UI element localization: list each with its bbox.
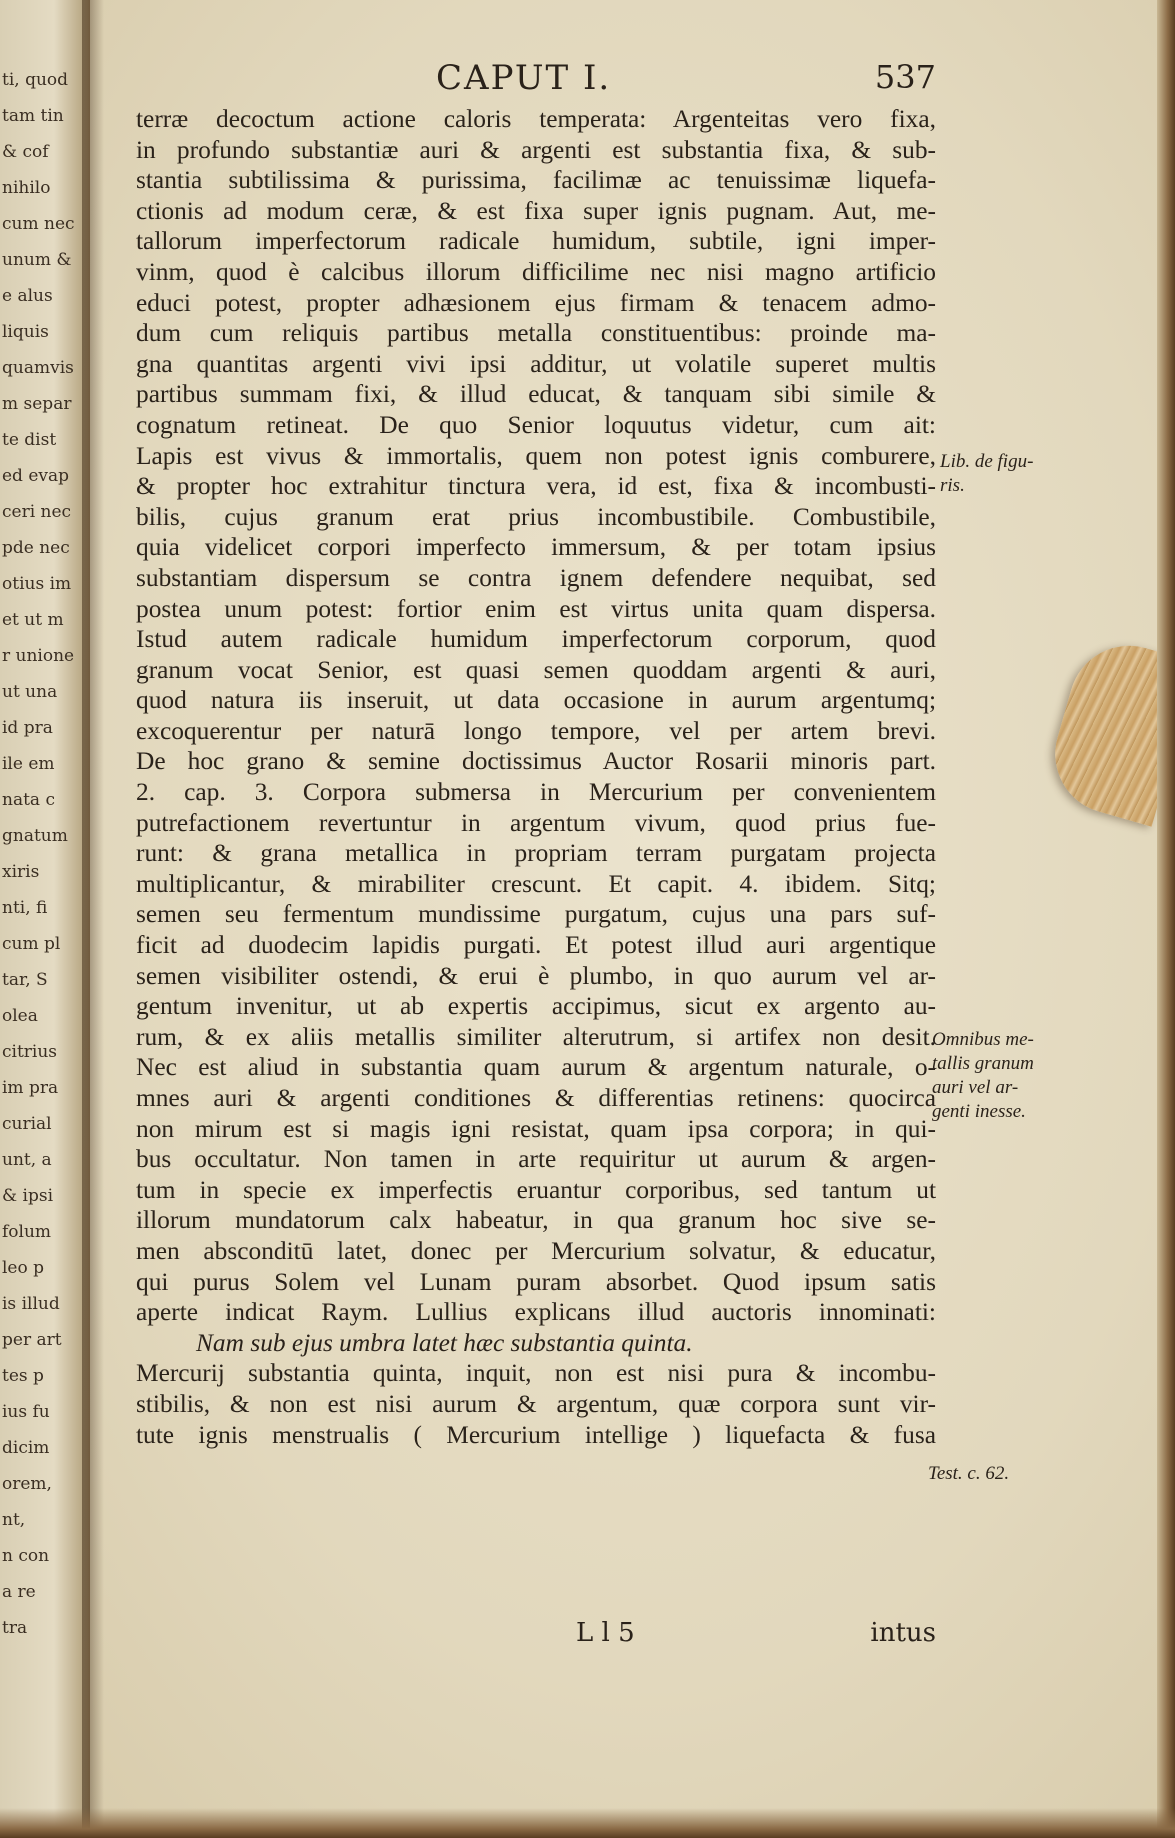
gutter-shadow [82, 0, 104, 1838]
text-line: & propter hoc extrahitur tinctura vera, id est, fixa & incombusti- [136, 472, 936, 501]
facing-page-fragment: cum nec [2, 214, 75, 234]
text-line: dum cum reliquis partibus metalla constituentibus: proinde ma- [136, 319, 936, 348]
facing-page-fragment: m separ [2, 394, 72, 414]
facing-page-fragment: pde nec [2, 538, 70, 558]
text-line: in profundo substantiæ auri & argenti est substantia fixa, & sub- [136, 135, 936, 164]
text-line: gentum invenitur, ut ab expertis accipimus, sicut ex argento au- [136, 992, 936, 1021]
facing-page-fragment: citrius [2, 1042, 58, 1062]
text-line: Lapis est vivus & immortalis, quem non potest ignis comburere, [136, 441, 936, 470]
margin-note-testamentum [928, 1462, 1078, 1486]
facing-page-fragment: per art [2, 1330, 62, 1350]
text-line: Istud autem radicale humidum imperfectorum corporum, quod [136, 625, 936, 654]
text-line: tum in specie ex imperfectis eruantur corporibus, sed tantum ut [136, 1175, 936, 1204]
facing-page-fragment: xiris [2, 862, 40, 882]
text-line: semen visibiliter ostendi, & erui è plumbo, in quo aurum vel ar- [136, 961, 936, 990]
facing-page-fragment: leo p [2, 1258, 45, 1278]
text-line: Nec est aliud in substantia quam aurum & argentum naturale, o- [136, 1053, 936, 1082]
facing-page-fragment: tar, S [2, 970, 48, 990]
text-line: vinm, quod è calcibus illorum difficilime nec nisi magno artificio [136, 257, 936, 286]
text-line: terræ decoctum actione caloris temperata: Argenteitas vero fixa, [136, 105, 936, 133]
text-line: stibilis, & non est nisi aurum & argentum, quæ corpora sunt vir- [136, 1389, 936, 1418]
facing-page-fragment: liquis [2, 322, 49, 342]
margin-note-line: genti inesse. [932, 1101, 1026, 1122]
book-fore-edge [1157, 0, 1175, 1838]
facing-page-fragment: nt, [2, 1510, 26, 1530]
facing-page-fragment: ceri nec [2, 502, 72, 522]
facing-page-fragment: & ipsi [2, 1186, 54, 1206]
facing-page-fragment: quamvis [2, 358, 74, 378]
text-line: tallorum imperfectorum radicale humidum, subtile, igni imper- [136, 227, 936, 256]
facing-page-fragment: ile em [2, 754, 55, 774]
text-line: putrefactionem revertuntur in argentum vivum, quod prius fue- [136, 808, 936, 837]
text-line: postea unum potest: fortior enim est virtus unita quam dispersa. [136, 594, 936, 623]
facing-page-fragment: is illud [2, 1294, 60, 1314]
page-footer [136, 1618, 936, 1652]
facing-page-fragment: nata c [2, 790, 55, 810]
margin-note-lib-de-figuris [940, 450, 1090, 498]
text-line: qui purus Solem vel Lunam puram absorbet. Quod ipsum satis [136, 1267, 936, 1296]
text-line: bilis, cujus granum erat prius incombustibile. Combustibile, [136, 502, 936, 531]
text-line: 2. cap. 3. Corpora submersa in Mercurium per convenientem [136, 778, 936, 807]
facing-page-fragment: a re [2, 1582, 36, 1602]
text-line: granum vocat Senior, est quasi semen quoddam argenti & auri, [136, 655, 936, 684]
facing-page-fragment: & cof [2, 142, 49, 162]
facing-page-fragment: et ut m [2, 610, 64, 630]
catchword: intus [870, 1618, 936, 1648]
facing-page-fragment: n con [2, 1546, 50, 1566]
text-line: aperte indicat Raym. Lullius explicans illud auctoris innominati: [136, 1298, 936, 1327]
text-line: rum, & ex aliis metallis similiter alterutrum, si artifex non desit. [136, 1022, 936, 1051]
body-text [136, 104, 936, 1450]
facing-page-fragment: dicim [2, 1438, 50, 1458]
margin-note-line: Test. c. 62. [928, 1463, 1010, 1484]
facing-page-edge [0, 0, 90, 1838]
text-line: Mercurij substantia quinta, inquit, non est nisi pura & incombu- [136, 1359, 936, 1388]
page-bottom-edge [0, 1808, 1175, 1838]
facing-page-fragment: cum pl [2, 934, 61, 954]
facing-page-fragment: nihilo [2, 178, 51, 198]
signature-mark: L l 5 [576, 1618, 635, 1648]
text-line: stantia subtilissima & purissima, facilimæ ac tenuissimæ liquefa- [136, 166, 936, 195]
wooden-bookmark [1041, 632, 1175, 827]
margin-note-line: ris. [940, 475, 965, 496]
page-header [136, 58, 936, 102]
facing-page-fragment: otius im [2, 574, 72, 594]
text-line: runt: & grana metallica in propriam terram purgatam projecta [136, 839, 936, 868]
facing-page-fragment: unum & [2, 250, 72, 270]
text-line: illorum mundatorum calx habeatur, in qua granum hoc sive se- [136, 1206, 936, 1235]
margin-note-line: Lib. de figu- [940, 451, 1034, 472]
text-line: semen seu fermentum mundissime purgatum, cujus una pars suf- [136, 900, 936, 929]
page-number: 537 [874, 58, 936, 96]
facing-page-fragment: folum [2, 1222, 52, 1242]
text-line: men absconditū latet, donec per Mercurium solvatur, & educatur, [136, 1236, 936, 1265]
facing-page-fragment: ed evap [2, 466, 70, 486]
text-line: excoquerentur per naturā longo tempore, vel per artem brevi. [136, 716, 936, 745]
facing-page-fragment: tam tin [2, 106, 64, 126]
facing-page-fragment: nti, fi [2, 898, 48, 918]
text-line: educi potest, propter adhæsionem ejus firmam & tenacem admo- [136, 288, 936, 317]
text-line: cognatum retineat. De quo Senior loquutus videtur, cum ait: [136, 410, 936, 439]
margin-note-line: tallis granum [932, 1053, 1034, 1074]
text-line: quia videlicet corpori imperfecto immersum, & per totam ipsius [136, 533, 936, 562]
text-line: bus occultatur. Non tamen in arte requiritur ut aurum & argen- [136, 1145, 936, 1174]
facing-page-fragment: ut una [2, 682, 58, 702]
facing-page-fragment: r unione [2, 646, 75, 666]
text-line: tute ignis menstrualis ( Mercurium intellige ) liquefacta & fusa [136, 1420, 936, 1449]
text-line: quod natura iis inseruit, ut data occasione in aurum argentumq; [136, 686, 936, 715]
text-line: Nam sub ejus umbra latet hæc substantia quinta. [196, 1328, 693, 1357]
facing-page-fragment: unt, a [2, 1150, 52, 1170]
text-line: substantiam dispersum se contra ignem defendere nequibat, sed [136, 563, 936, 592]
facing-page-fragment: e alus [2, 286, 53, 306]
margin-note-line: Omnibus me- [932, 1029, 1034, 1050]
text-line: partibus summam fixi, & illud educat, & tanquam sibi simile & [136, 380, 936, 409]
text-line: mnes auri & argenti conditiones & differentias retinens: quocirca [136, 1084, 936, 1112]
text-line: De hoc grano & semine doctissimus Auctor Rosarii minoris part. [136, 747, 936, 776]
margin-note-omnibus-metallis [932, 1028, 1082, 1124]
facing-page-fragment: im pra [2, 1078, 59, 1098]
facing-page-fragment: ti, quod [2, 70, 69, 90]
running-title: CAPUT I. [436, 58, 612, 98]
facing-page-fragment: id pra [2, 718, 53, 738]
text-line: multiplicantur, & mirabiliter crescunt. Et capit. 4. ibidem. Sitq; [136, 869, 936, 898]
facing-page-fragment: olea [2, 1006, 38, 1026]
facing-page-fragment: orem, [2, 1474, 52, 1494]
facing-page-fragment: tra [2, 1618, 28, 1638]
facing-page-fragment: tes p [2, 1366, 44, 1386]
facing-page-fragment: gnatum [2, 826, 68, 846]
text-line: ctionis ad modum ceræ, & est fixa super ignis pugnam. Aut, me- [136, 196, 936, 225]
facing-page-fragment: ius fu [2, 1402, 50, 1422]
text-line: ficit ad duodecim lapidis purgati. Et potest illud auri argentique [136, 931, 936, 960]
text-line: gna quantitas argenti vivi ipsi additur, ut volatile superet multis [136, 349, 936, 378]
text-line: non mirum est si magis igni resistat, quam ipsa corpora; in qui- [136, 1114, 936, 1143]
facing-page-fragment: curial [2, 1114, 52, 1134]
facing-page-fragment: te dist [2, 430, 57, 450]
margin-note-line: auri vel ar- [932, 1077, 1019, 1098]
